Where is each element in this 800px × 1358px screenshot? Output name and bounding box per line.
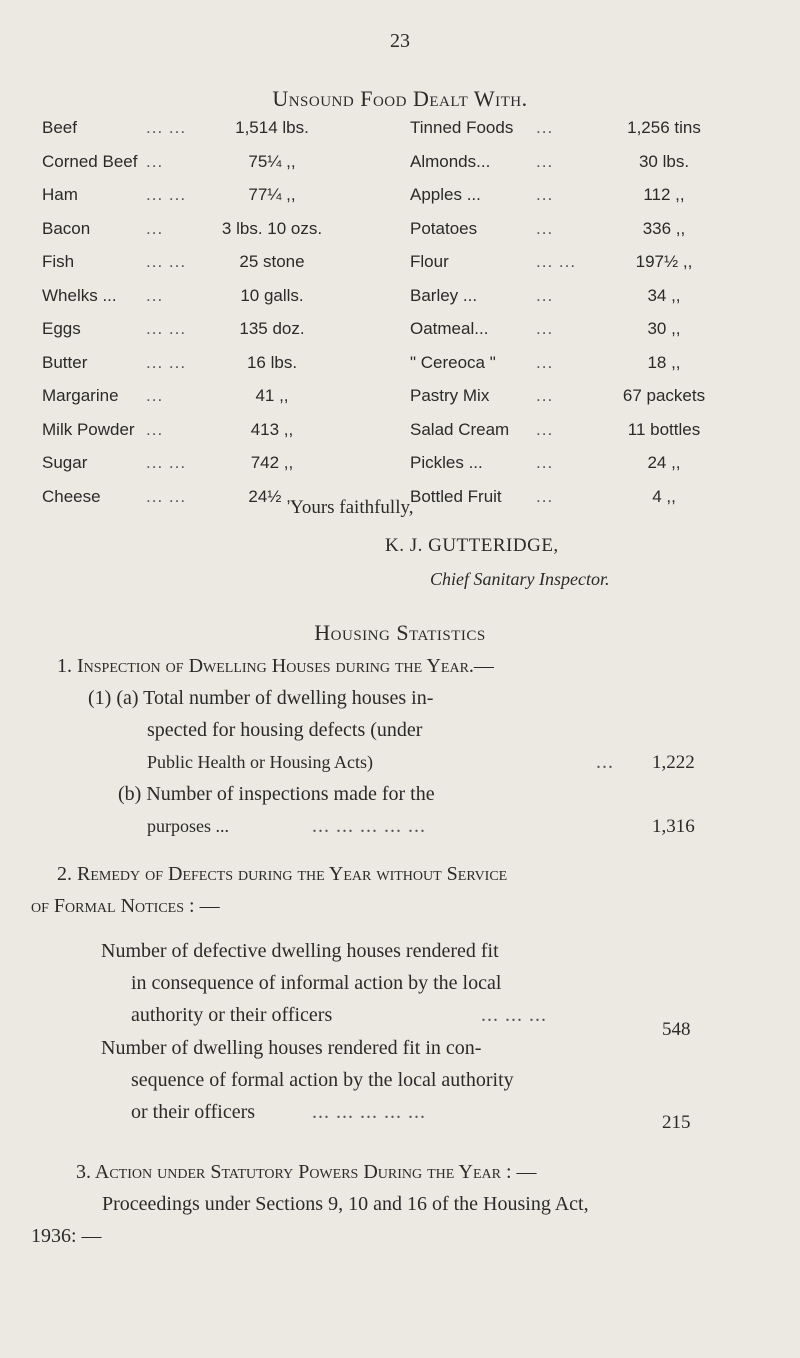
food-item: Tinned Foods: [410, 118, 514, 137]
table-row: [42, 152, 762, 186]
table-row: [42, 252, 762, 286]
food-quantity: 67 packets: [622, 386, 706, 405]
signatory-title: Chief Sanitary Inspector.: [430, 569, 610, 589]
section-2-heading-line-2: of Formal Notices : —: [31, 895, 220, 917]
food-quantity: 16 lbs.: [246, 352, 298, 372]
food-item: Bacon: [42, 218, 91, 238]
item-1a-value: 1,222: [652, 752, 695, 773]
food-item: Apples ...: [410, 185, 481, 204]
table-row: [42, 185, 762, 219]
item-2a-line-1: Number of defective dwelling houses rendered fit: [101, 940, 499, 962]
leader-dots: ...: [536, 185, 554, 204]
food-item: Potatoes: [410, 218, 478, 238]
food-quantity: 24 ,,: [647, 453, 681, 472]
leader-dots: ...: [536, 218, 554, 238]
food-item: Barley ...: [410, 285, 478, 305]
leader-dots: ...: [536, 419, 554, 439]
food-quantity: 11 bottles: [627, 419, 701, 439]
food-item: " Cereoca ": [410, 352, 496, 372]
item-1a-line-3: Public Health or Housing Acts): [147, 752, 373, 772]
food-quantity: 1,256 tins: [627, 118, 701, 137]
food-quantity: 3 lbs. 10 ozs.: [221, 218, 323, 238]
table-row: [42, 453, 762, 487]
food-item: Eggs: [42, 319, 81, 338]
section-2-heading-line-1: 2. Remedy of Defects during the Year without Service: [57, 863, 508, 885]
leader-dots: ...: [146, 419, 164, 439]
food-item: Almonds...: [410, 151, 491, 171]
unsound-food-heading: Unsound Food Dealt With.: [272, 86, 528, 111]
leader-dots: ...: [146, 386, 164, 405]
food-item: Beef: [42, 118, 77, 137]
item-2b-dots: ... ... ... ... ...: [312, 1101, 426, 1123]
item-1a-line-2: spected for housing defects (under: [147, 719, 423, 741]
food-quantity: 25 stone: [239, 252, 305, 271]
leader-dots: ... ...: [146, 486, 187, 506]
food-quantity: 742 ,,: [250, 453, 294, 472]
leader-dots: ... ...: [146, 319, 187, 338]
food-item: Pickles ...: [410, 453, 483, 472]
food-quantity: 112 ,,: [643, 185, 685, 204]
item-2a-dots: ... ... ...: [481, 1004, 547, 1026]
leader-dots: ...: [536, 285, 554, 305]
item-1b-line-1: (b) Number of inspections made for the: [118, 783, 435, 805]
item-1b-line-2: purposes ...: [147, 816, 229, 836]
page-number: 23: [390, 30, 410, 52]
food-quantity: 10 galls.: [240, 285, 304, 305]
food-item: Milk Powder: [42, 419, 135, 439]
table-row: [42, 286, 762, 320]
item-2b-line-3: or their officers: [131, 1101, 256, 1123]
food-item: Bottled Fruit: [410, 486, 502, 506]
item-1b-dots: ... ... ... ... ...: [312, 815, 426, 837]
valediction: Yours faithfully,: [290, 497, 414, 518]
food-quantity: 336 ,,: [642, 218, 686, 238]
item-1b-value: 1,316: [652, 816, 695, 837]
section-3-heading: 3. Action under Statutory Powers During the Year : —: [76, 1161, 537, 1183]
food-quantity: 30 ,,: [647, 319, 681, 338]
food-item: Pastry Mix: [410, 386, 490, 405]
leader-dots: ... ...: [146, 252, 187, 271]
food-item: Corned Beef: [42, 151, 138, 171]
table-row: [42, 118, 762, 152]
leader-dots: ...: [146, 285, 164, 305]
food-quantity: 4 ,,: [652, 486, 676, 506]
section-3-line-2: 1936: —: [31, 1225, 102, 1247]
leader-dots: ...: [536, 118, 554, 137]
food-quantity: 24½ ,,: [248, 486, 296, 506]
food-item: Flour: [410, 252, 449, 271]
food-quantity: 18 ,,: [647, 352, 681, 372]
leader-dots: ... ...: [146, 185, 187, 204]
food-item: Margarine: [42, 386, 119, 405]
food-item: Whelks ...: [42, 285, 117, 305]
table-row: [42, 420, 762, 454]
leader-dots: ...: [536, 352, 554, 372]
leader-dots: ...: [536, 453, 554, 472]
leader-dots: ... ...: [146, 453, 187, 472]
leader-dots: ... ...: [536, 252, 577, 271]
unsound-food-table: [42, 118, 762, 520]
leader-dots: ... ...: [146, 118, 187, 137]
food-item: Salad Cream: [410, 419, 510, 439]
food-item: Ham: [42, 185, 78, 204]
table-row: [42, 319, 762, 353]
food-quantity: 135 doz.: [239, 319, 305, 338]
food-quantity: 197½ ,,: [635, 252, 693, 271]
food-quantity: 75¼ ,,: [248, 151, 296, 171]
leader-dots: ...: [146, 151, 164, 171]
item-1a-dots: ...: [596, 751, 614, 773]
item-2a-value: 548: [662, 1019, 691, 1040]
housing-statistics-heading: Housing Statistics: [314, 620, 486, 645]
leader-dots: ...: [536, 319, 554, 338]
leader-dots: ...: [536, 486, 554, 506]
food-quantity: 77¼ ,,: [248, 185, 296, 204]
section-3-line-1: Proceedings under Sections 9, 10 and 16 of the Housing Act,: [102, 1193, 589, 1215]
item-2b-value: 215: [662, 1112, 691, 1133]
food-item: Butter: [42, 352, 88, 372]
table-row: [42, 219, 762, 253]
item-1a-line-1: (1) (a) Total number of dwelling houses in-: [88, 687, 434, 709]
item-2a-line-3: authority or their officers: [131, 1004, 333, 1026]
leader-dots: ...: [146, 218, 164, 238]
leader-dots: ... ...: [146, 352, 187, 372]
item-2b-line-1: Number of dwelling houses rendered fit in con-: [101, 1037, 482, 1059]
leader-dots: ...: [536, 386, 554, 405]
table-row: [42, 386, 762, 420]
item-2b-line-2: sequence of formal action by the local authority: [131, 1069, 514, 1091]
food-quantity: 41 ,,: [255, 386, 289, 405]
food-quantity: 1,514 lbs.: [235, 118, 309, 137]
food-item: Oatmeal...: [410, 319, 489, 338]
food-quantity: 30 lbs.: [638, 151, 690, 171]
food-quantity: 413 ,,: [250, 419, 294, 439]
food-item: Sugar: [42, 453, 88, 472]
item-2a-line-2: in consequence of informal action by the local: [131, 972, 502, 994]
signatory-name: K. J. GUTTERIDGE,: [385, 535, 559, 556]
food-quantity: 34 ,,: [647, 285, 681, 305]
food-item: Cheese: [42, 486, 101, 506]
table-row: [42, 353, 762, 387]
food-item: Fish: [42, 252, 75, 271]
leader-dots: ...: [536, 151, 554, 171]
section-1-heading: 1. Inspection of Dwelling Houses during the Year.—: [57, 655, 494, 677]
